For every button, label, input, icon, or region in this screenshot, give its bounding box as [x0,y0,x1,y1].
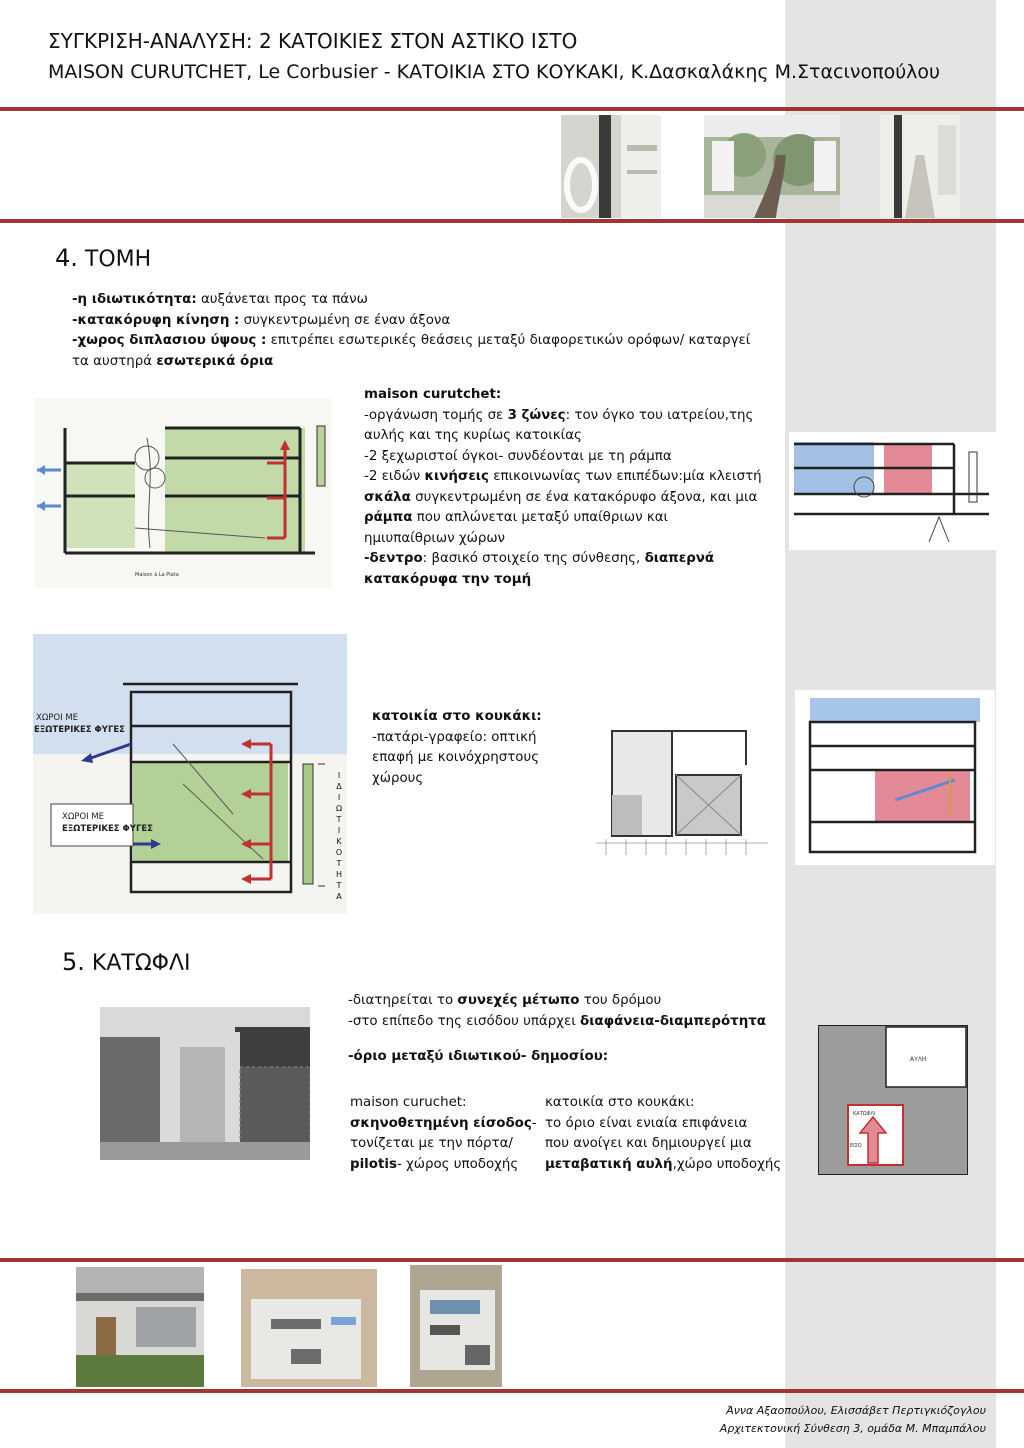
section-5-koukaki: κατοικία στο κουκάκι: το όριο είναι ενιαία επιφάνεια που ανοίγει και δημιουργεί μια μεταβατική αυλή,χώρο υποδοχής [545,1095,782,1172]
page-title: ΣΥΓΚΡΙΣΗ-ΑΝΑΛΥΣΗ: 2 ΚΑΤΟΙΚΙΕΣ ΣΤΟΝ ΑΣΤΙΚΟ ΙΣΤΟ [48,29,578,53]
sketch-koukaki-section [33,634,347,914]
svg-text:Maison à La Plata: Maison à La Plata [135,572,179,578]
section-5-intro: -διατηρείται το συνεχές μέτωπο του δρόμου -στο επίπεδο της εισόδου υπάρχει διαφάνεια-διαμπερότητα [348,993,766,1029]
top-rule-1 [0,107,1024,111]
credits [720,1402,986,1438]
sketch-koukaki-colored-section [795,690,995,865]
photo-curutchet-entrance [100,1007,310,1160]
plan-koukaki-mezzanine [596,725,768,855]
label-ext-bot-2: ΕΞΩΤΕΡΙΚΕΣ ΦΥΓΕΣ [62,824,153,834]
section-5-boundary-heading: -όριο μεταξύ ιδιωτικού- δημοσίου: [348,1049,609,1064]
top-rule-2 [0,219,1024,223]
photo-curutchet-stair [561,115,661,218]
label-ext-top-2: ΕΞΩΤΕΡΙΚΕΣ ΦΥΓΕΣ [34,725,125,735]
bullet-double-height-cont: τα αυστηρά εσωτερικά όρια [72,353,274,369]
section-4-number: 4. [55,244,78,272]
section-4-bullets [72,290,750,372]
bottom-rule-1 [0,1258,1024,1262]
sketch-curutchet-colored-section [789,432,1011,550]
page-subtitle: MAISON CURUTCHET, Le Corbusier - ΚΑΤΟΙΚΙΑ ΣΤΟ ΚΟΥΚΑΚΙ, Κ.Δασκαλάκης Μ.Σταcινοπούλου [48,61,941,83]
section-5-heading [62,948,191,976]
bullet-double-height: -χωρος διπλασιου ύψους : επιτρέπει εσωτερικές θεάσεις μεταξύ διαφορετικών ορόφων/ καταργεί [72,333,751,348]
section-5-number: 5. [62,948,85,976]
sketch-curutchet-section [35,398,332,588]
label-ext-top-1: ΧΩΡΟΙ ΜΕ [36,713,79,723]
bullet-vertical-movement: -κατακόρυφη κίνηση : συγκεντρωμένη σε έναν άξονα [72,312,451,328]
section-4-title: ΤΟΜΗ [84,247,152,272]
svg-text:ΚΑΤΩΦΛΙ: ΚΑΤΩΦΛΙ [853,1111,876,1117]
section-4-heading [55,244,151,272]
photo-model-curutchet [241,1269,377,1387]
label-ext-bot-1: ΧΩΡΟΙ ΜΕ [62,812,105,822]
curutchet-heading: maison curutchet: [364,387,502,402]
koukaki-heading: κατοικία στο κουκάκι: [372,709,542,724]
bullet-privacy: -η ιδιωτικότητα: αυξάνεται προς τα πάνω [72,292,368,307]
photo-koukaki-corridor [880,115,960,218]
section-5-curutchet: maison curuchet: σκηνοθετημένη είσοδος- τονίζεται με την πόρτα/ pilotis- χώρος υποδοχής [350,1095,537,1172]
curutchet-text: maison curutchet: -οργάνωση τομής σε 3 ζώνες: τον όγκο του ιατρείου,της αυλής και της κυρίως κατοικίας -2 ξεχωριστοί όγκοι- συνδέονται με τη ράμπα -2 ειδών κινήσεις επικοινωνίας των επιπέδων:μία κλειστή σκάλα συγκεντρωμένη σε ένα κατακόρυφο άξονα, και μια ράμπα που απλώνεται μεταξύ υπαίθριων και ημιυπαίθριων χώρων -δεντρο: βασικό στοιχείο της σύνθεσης, διαπερνά κατακόρυφα την τομή [364,387,762,587]
credits-authors: Άννα Αξαοπούλου, Ελισσάβετ Περτιγκιόζογλου [726,1404,986,1417]
svg-text:ΕΙΣΟ: ΕΙΣΟ [850,1143,862,1149]
photo-curutchet-facade [76,1267,204,1387]
koukaki-text: κατοικία στο κουκάκι: -πατάρι-γραφείο: οπτική επαφή με κοινόχρηστους χώρους [372,709,542,786]
plan-koukaki-threshold [818,1025,968,1175]
label-privacy-vertical: Ι Δ Ι Ω Τ Ι Κ Ο Τ Η Τ Α [335,771,343,901]
photo-model-koukaki [410,1265,502,1387]
credits-course: Αρχιτεκτονική Σύνθεση 3, ομάδα Μ. Μπαμπάλου [719,1422,986,1435]
photo-curutchet-tree [704,115,840,218]
bottom-rule-2 [0,1389,1024,1393]
svg-text:ΑΥΛΗ: ΑΥΛΗ [910,1056,927,1063]
section-5-title: ΚΑΤΩΦΛΙ [91,951,191,976]
